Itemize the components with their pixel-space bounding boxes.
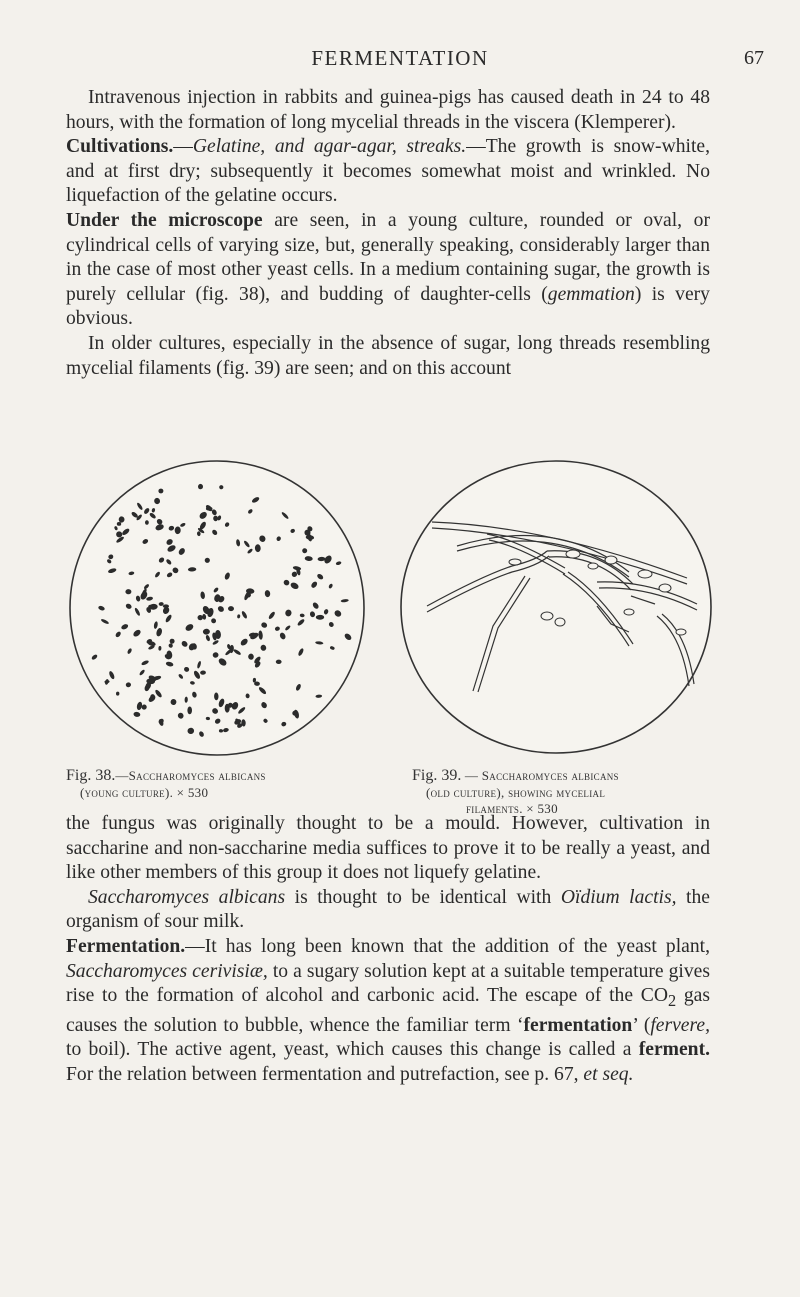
fermentation-heading: Fermentation.	[66, 935, 186, 957]
paragraph-oidium	[66, 886, 710, 935]
cell	[566, 550, 580, 558]
species-name: Saccharomyces albicans	[88, 886, 286, 908]
cerivisiae-name: Saccharomyces cerivisiæ,	[66, 960, 268, 982]
fermentation-text-d: ’ (	[632, 1014, 651, 1036]
fermentation-text-b: to a sugary solution kept at a suitable temperature gives rise to the formation of alcohol and carbonic acid. The escape of the CO	[66, 960, 710, 1007]
fervere-term: fervere,	[650, 1014, 710, 1036]
yeast-cell	[187, 707, 192, 715]
yeast-cell	[276, 660, 282, 664]
paragraph-cultivations	[66, 135, 710, 209]
cell	[509, 559, 521, 565]
microscope-text-a: are seen, in a young culture, rounded or oval, or cylindrical cells of varying size, but, generally speaking, considerably larger than in the case of most other yeast cells. In a medium containing sugar, the growth is purely cellular (fig. 38), and budding of daughter-cells (	[66, 209, 710, 305]
figure-39-number: Fig. 39.	[412, 767, 462, 784]
cell	[638, 570, 652, 578]
fermentation-text-c: gas causes the solution to bubble, whence the familiar term ‘	[66, 985, 710, 1036]
cultivations-text: —The growth is snow-white, and at first dry; subsequently it becomes somewhat moist and wrinkled. No liquefaction of the gelatine occurs.	[66, 136, 710, 207]
paragraph-fermentation	[66, 935, 710, 1087]
figure-38-caption	[66, 768, 371, 801]
oidium-text-b: the organism of sour milk.	[66, 886, 710, 933]
fermentation-term: fermentation	[523, 1014, 633, 1036]
cell	[624, 609, 634, 615]
co2-subscript: 2	[667, 991, 677, 1011]
figure-39-caption-line1: — Saccharomyces albicans	[461, 768, 619, 783]
page-number: 67	[744, 47, 764, 69]
microscope-text-b: ) is very obvious.	[66, 283, 710, 330]
figure-38-caption-line1: —Saccharomyces albicans	[115, 768, 266, 783]
paragraph-microscope	[66, 209, 710, 332]
gemmation-term: gemmation	[547, 283, 635, 305]
yeast-cell	[158, 489, 163, 494]
running-head: FERMENTATION	[311, 46, 489, 70]
figure-38-number: Fig. 38.	[66, 767, 116, 784]
figure-38-caption-line2: (young culture). × 530	[80, 784, 209, 800]
oidium-name: Oïdium lactis,	[560, 886, 677, 908]
fermentation-text-a: —It has long been known that the addition of the yeast plant,	[185, 935, 710, 957]
ferment-term: ferment.	[638, 1039, 710, 1061]
cell	[659, 584, 671, 592]
cultivations-media: Gelatine, and agar-agar, streaks.	[192, 136, 467, 158]
paragraph-fungus: the fungus was originally thought to be a mould. However, cultivation in saccharine and non-saccharine media suffices to prove it to be really a yeast, and like other members of this group it does not liquefy gelatine.	[66, 813, 710, 884]
paragraph-older-cultures: In older cultures, especially in the absence of sugar, long threads resembling mycelial filaments (fig. 39) are seen; and on this account	[66, 332, 710, 379]
microscope-heading: Under the microscope	[66, 209, 263, 231]
cell	[541, 612, 553, 620]
figure-39-field-circle	[401, 461, 711, 753]
cultivations-dash: —	[173, 136, 193, 158]
body-text-top	[66, 86, 710, 381]
cell	[605, 556, 617, 564]
yeast-cell	[145, 520, 149, 525]
cell	[676, 629, 686, 635]
body-text-bottom	[66, 812, 710, 1087]
figure-39-caption	[412, 768, 722, 818]
oidium-text-a: is thought to be identical with	[285, 886, 561, 908]
fermentation-text-e: to boil). The active agent, yeast, which causes this change is called a	[66, 1039, 639, 1061]
figure-39-micrograph	[397, 456, 715, 758]
figure-39-caption-line2: (old culture), showing mycelial	[426, 784, 606, 800]
figure-38-micrograph	[66, 457, 368, 759]
fermentation-text-f: For the relation between fermentation and putrefaction, see p. 67,	[66, 1063, 584, 1085]
figure-39-caption-line3: filaments. × 530	[466, 801, 558, 816]
cell	[588, 563, 598, 569]
et-seq: et seq.	[583, 1063, 634, 1085]
cell	[555, 618, 565, 626]
paragraph-intravenous: Intravenous injection in rabbits and guinea-pigs has caused death in 24 to 48 hours, with the formation of long mycelial threads in the viscera (Klemperer).	[66, 87, 710, 133]
cultivations-heading: Cultivations.	[66, 136, 174, 158]
